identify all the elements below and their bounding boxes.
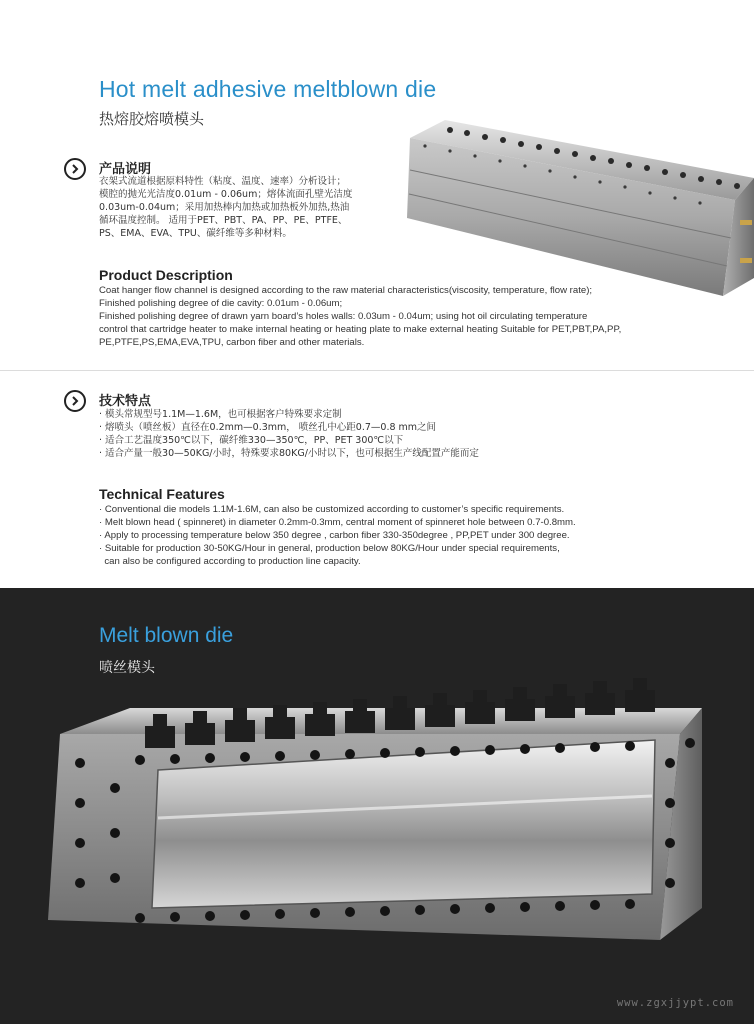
product-desc-en-heading: Product Description bbox=[99, 267, 233, 283]
product-desc-cn-heading: 产品说明 bbox=[99, 161, 152, 176]
text-line: · Conventional die models 1.1M-1.6M, can also be customized according to customer’s specific requirements. bbox=[99, 504, 565, 515]
site-watermark: www.zgxjjypt.com bbox=[616, 997, 734, 1009]
text-line: Finished polishing degree of drawn yarn board’s holes walls: 0.03um - 0.04um; using hot oil circulating temperature bbox=[99, 311, 588, 322]
tech-cn-text bbox=[99, 408, 479, 460]
text-line: · Melt blown head ( spinneret) in diameter 0.2mm-0.3mm, central moment of spinneret hole between 0.7-0.8mm. bbox=[99, 517, 576, 528]
melt-blown-die-photo bbox=[40, 668, 720, 950]
text-line: · 模头常规型号1.1M—1.6M，也可根据客户特殊要求定制 bbox=[99, 409, 342, 420]
product-desc-cn-text bbox=[99, 175, 352, 240]
text-line: 模腔的抛光光洁度0.01um - 0.06um；熔体流面孔壁光洁度 bbox=[99, 189, 353, 200]
text-line: · 熔喷头（喷丝板）直径在0.2mm—0.3mm， 喷丝孔中心距0.7—0.8 mm之间 bbox=[99, 422, 437, 433]
text-line: 循环温度控制。 适用于PET、PBT、PA、PP、PE、PTFE、 bbox=[99, 215, 348, 226]
text-line: 衣架式流道根据原料特性（粘度、温度、速率）分析设计； bbox=[99, 176, 347, 187]
text-line: control that cartridge heater to make internal heating or heating plate to make external heating Suitable for PET,PBT,PA,PP, bbox=[99, 324, 622, 335]
chevron-right-circle-icon bbox=[64, 390, 86, 412]
melt-die-title: Melt blown die bbox=[99, 624, 234, 647]
text-line: PS、EMA、EVA、TPU、碳纤维等多种材料。 bbox=[99, 228, 292, 239]
text-line: · 适合产量一般30—50KG/小时，特殊要求80KG/小时以下，也可根据生产线配置产能而定 bbox=[99, 448, 479, 459]
melt-die-subtitle-cn: 喷丝模头 bbox=[99, 660, 155, 676]
tech-en-heading: Technical Features bbox=[99, 486, 225, 502]
text-line: 0.03um-0.04um；采用加热棒内加热或加热板外加热,热油 bbox=[99, 202, 350, 213]
text-line: can also be configured according to production line capacity. bbox=[99, 556, 361, 567]
tech-en-text bbox=[99, 503, 576, 568]
text-line: · Suitable for production 30-50KG/Hour in general, production below 80KG/Hour under special requirements, bbox=[99, 543, 560, 554]
text-line: Coat hanger flow channel is designed according to the raw material characteristics(viscosity, temperature, flow rate); bbox=[99, 285, 593, 296]
text-line: Finished polishing degree of die cavity: 0.01um - 0.06um; bbox=[99, 298, 343, 309]
tech-cn-heading: 技术特点 bbox=[99, 393, 152, 408]
text-line: · Apply to processing temperature below 350 degree , carbon fiber 330-350degree , PP,PET under 300 degree. bbox=[99, 530, 570, 541]
page-subtitle-cn: 热熔胶熔喷模头 bbox=[99, 110, 205, 128]
product-desc-en-text bbox=[99, 284, 621, 349]
page-title: Hot melt adhesive meltblown die bbox=[99, 76, 437, 102]
meltblown-die-photo bbox=[405, 108, 754, 298]
text-line: PE,PTFE,PS,EMA,EVA,TPU, carbon fiber and other materials. bbox=[99, 337, 365, 348]
section-divider bbox=[0, 370, 754, 371]
chevron-right-circle-icon bbox=[64, 158, 86, 180]
text-line: · 适合工艺温度350℃以下，碳纤维330—350℃，PP、PET 300℃以下 bbox=[99, 435, 404, 446]
